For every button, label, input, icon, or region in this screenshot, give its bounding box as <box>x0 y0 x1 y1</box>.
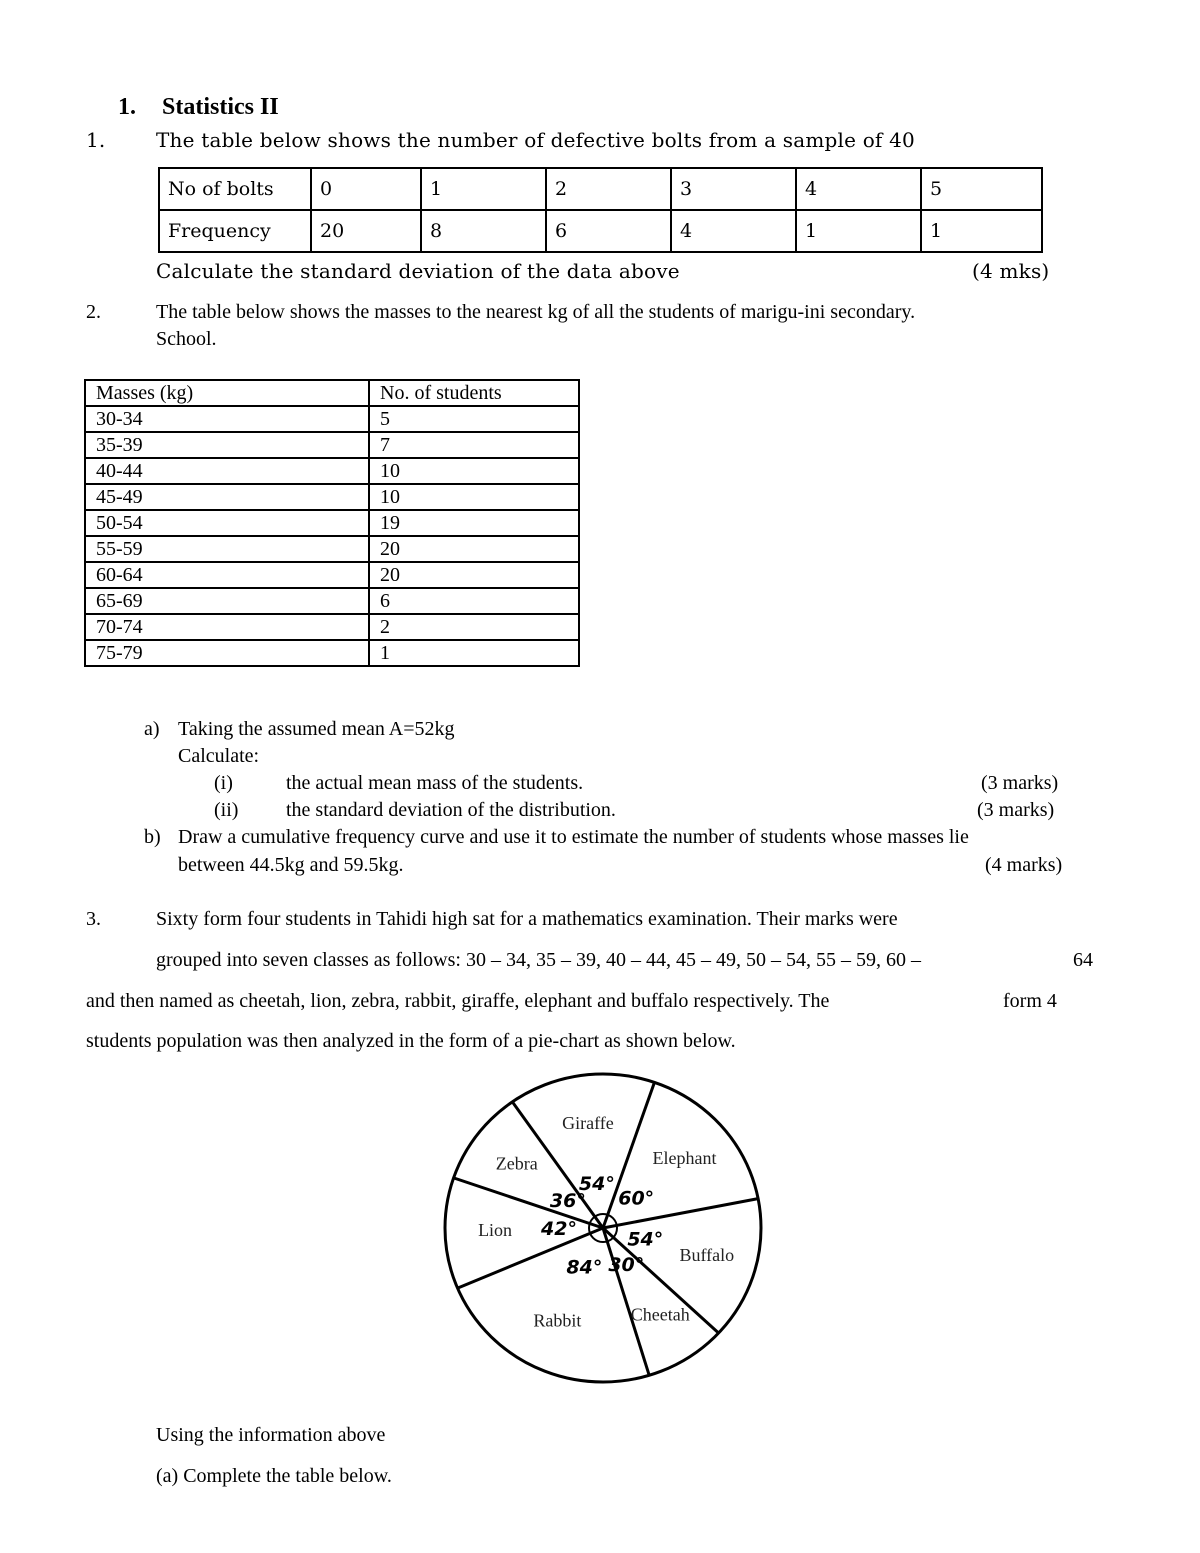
q3-line3: and then named as cheetah, lion, zebra, rabbit, giraffe, elephant and buffalo respectively. The <box>86 990 830 1012</box>
q1-marks: (4 mks) <box>972 259 1050 283</box>
table-row <box>85 484 579 510</box>
q2-i-text: the actual mean mass of the students. <box>286 772 584 794</box>
table-cell: 8 <box>421 210 546 252</box>
table-cell: 65-69 <box>85 588 369 614</box>
table-row <box>85 614 579 640</box>
table-cell: 4 <box>796 168 921 210</box>
table-row <box>85 510 579 536</box>
q1-instruction: Calculate the standard deviation of the data above <box>156 259 680 283</box>
q2-ii-label: (ii) <box>214 799 239 821</box>
q2-b-text-line2: between 44.5kg and 59.5kg. <box>178 854 404 876</box>
table-cell: 1 <box>421 168 546 210</box>
pie-slice-label-giraffe: Giraffe <box>562 1113 614 1134</box>
table-cell: 10 <box>369 484 579 510</box>
column-header: No. of students <box>369 380 579 406</box>
q2-number: 2. <box>86 301 101 323</box>
table-cell: 2 <box>546 168 671 210</box>
title-text: Statistics II <box>162 94 279 120</box>
table-cell: 20 <box>369 536 579 562</box>
pie-slice-angle-buffalo: 54° <box>627 1228 664 1251</box>
table-cell: 5 <box>921 168 1042 210</box>
table-header-row <box>85 380 579 406</box>
table-cell: 40-44 <box>85 458 369 484</box>
q1-number: 1. <box>86 128 106 152</box>
q2-i-label: (i) <box>214 772 233 794</box>
table-row <box>85 640 579 666</box>
table-cell: 60-64 <box>85 562 369 588</box>
q2-text-line2: School. <box>156 328 217 350</box>
pie-slice-angle-elephant: 60° <box>618 1187 655 1210</box>
pie-slice-angle-cheetah: 30° <box>608 1253 645 1276</box>
table-row <box>85 432 579 458</box>
pie-slice-angle-lion: 42° <box>541 1218 578 1241</box>
masses-table <box>84 379 580 667</box>
table-cell: 1 <box>921 210 1042 252</box>
table-cell: Frequency <box>159 210 311 252</box>
pie-slice-label-elephant: Elephant <box>652 1147 717 1168</box>
q2-text-line1: The table below shows the masses to the nearest kg of all the students of marigu-ini secondary. <box>156 301 916 323</box>
q3-line4: students population was then analyzed in the form of a pie-chart as shown below. <box>86 1030 736 1052</box>
q2-b-marks: (4 marks) <box>985 854 1063 876</box>
pie-slice-angle-rabbit: 84° <box>566 1256 603 1279</box>
table-row <box>85 406 579 432</box>
q2-ii-marks: (3 marks) <box>977 799 1055 821</box>
table-cell: 20 <box>311 210 421 252</box>
pie-slice-label-zebra: Zebra <box>495 1153 538 1174</box>
pie-slice-label-lion: Lion <box>478 1219 513 1240</box>
table-cell: 20 <box>369 562 579 588</box>
table-cell: 0 <box>311 168 421 210</box>
table-cell: 35-39 <box>85 432 369 458</box>
q3-line2: grouped into seven classes as follows: 30 – 34, 35 – 39, 40 – 44, 45 – 49, 50 – 54, 55 – 59, 60 – <box>156 949 921 971</box>
pie-chart <box>438 1070 768 1390</box>
q3-line1: Sixty form four students in Tahidi high sat for a mathematics examination. Their marks were <box>156 908 898 930</box>
table-cell: No of bolts <box>159 168 311 210</box>
q2-a-text: Taking the assumed mean A=52kg <box>178 718 455 740</box>
q2-i-marks: (3 marks) <box>981 772 1059 794</box>
table-cell: 1 <box>796 210 921 252</box>
table-cell: 6 <box>369 588 579 614</box>
table-cell: 3 <box>671 168 796 210</box>
table-cell: 50-54 <box>85 510 369 536</box>
table-cell: 2 <box>369 614 579 640</box>
table-cell: 75-79 <box>85 640 369 666</box>
table-row <box>85 536 579 562</box>
table-cell: 10 <box>369 458 579 484</box>
table-cell: 6 <box>546 210 671 252</box>
pie-slice-label-cheetah: Cheetah <box>630 1304 690 1325</box>
page-title <box>118 94 279 121</box>
q3-line2-end: 64 <box>1073 949 1093 971</box>
pie-slice-label-buffalo: Buffalo <box>679 1244 735 1265</box>
q2-calculate: Calculate: <box>178 745 260 767</box>
table-row <box>159 168 1042 210</box>
q2-b-text-line1: Draw a cumulative frequency curve and use it to estimate the number of students whose masses lie <box>178 826 969 848</box>
table-row <box>85 458 579 484</box>
q3-complete: (a) Complete the table below. <box>156 1465 392 1487</box>
q1-text: The table below shows the number of defective bolts from a sample of 40 <box>156 128 915 152</box>
column-header: Masses (kg) <box>85 380 369 406</box>
table-row <box>85 588 579 614</box>
table-cell: 55-59 <box>85 536 369 562</box>
table-cell: 70-74 <box>85 614 369 640</box>
table-cell: 30-34 <box>85 406 369 432</box>
q3-using: Using the information above <box>156 1424 386 1446</box>
table-cell: 5 <box>369 406 579 432</box>
pie-slice-angle-giraffe: 54° <box>578 1172 615 1195</box>
q2-ii-text: the standard deviation of the distribution. <box>286 799 616 821</box>
table-row <box>159 210 1042 252</box>
table-cell: 4 <box>671 210 796 252</box>
q2-b-label: b) <box>144 826 161 848</box>
q2-a-label: a) <box>144 718 160 740</box>
pie-slice-label-rabbit: Rabbit <box>533 1310 582 1331</box>
q3-line3-end: form 4 <box>1003 990 1057 1012</box>
table-cell: 1 <box>369 640 579 666</box>
pie-slice-angle-zebra: 36° <box>549 1190 586 1213</box>
table-row <box>85 562 579 588</box>
bolts-table <box>158 167 1043 253</box>
title-number: 1. <box>118 94 136 120</box>
q3-number: 3. <box>86 908 101 930</box>
table-cell: 45-49 <box>85 484 369 510</box>
table-cell: 19 <box>369 510 579 536</box>
table-cell: 7 <box>369 432 579 458</box>
